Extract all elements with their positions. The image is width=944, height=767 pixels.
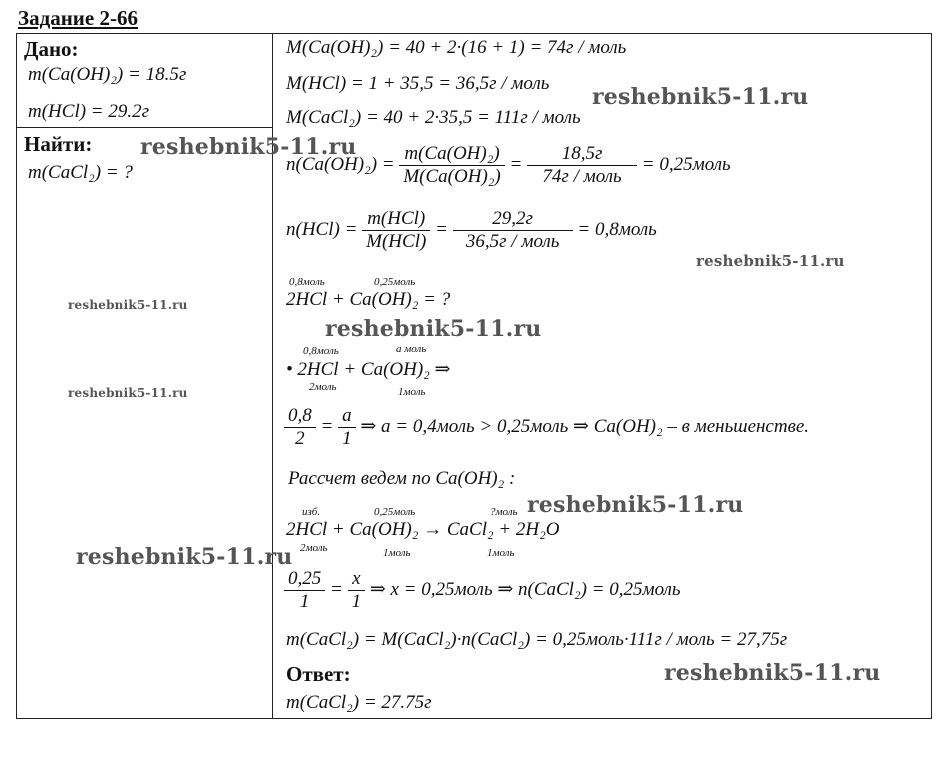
- molar-mass-hcl: M(HCl) = 1 + 35,5 = 36,5г / моль: [286, 73, 550, 94]
- reaction1: 2HCl + Ca(OH)₂ = ?: [286, 289, 451, 310]
- answer-value: m(CaCl₂) = 27.75г: [286, 692, 432, 713]
- reaction3-cacl2-coef: 1моль: [487, 547, 515, 559]
- fraction-denominator: M(HCl): [366, 231, 427, 252]
- fraction-denominator: 2: [295, 428, 305, 449]
- proportion-x: [284, 568, 681, 613]
- reaction2-hcl-moles: 0,8моль: [303, 345, 339, 357]
- reaction1-hcl-moles: 0,8моль: [289, 276, 325, 288]
- reaction3: 2HCl + Ca(OH)₂ → CaCl₂ + 2H₂O: [286, 519, 560, 540]
- given-mass-hcl: m(HCl) = 29.2г: [28, 101, 150, 122]
- fraction: [453, 208, 573, 253]
- fraction-denominator: 1: [342, 428, 352, 449]
- fraction-numerator: 29,2г: [453, 208, 573, 231]
- fraction: [348, 568, 366, 613]
- calculation-note: Рассчет ведем по Ca(OH)₂ :: [288, 468, 516, 489]
- final-mass-calculation: m(CaCl₂) = M(CaCl₂)·n(CaCl₂) = 0,25моль·111г / моль = 27,75г: [286, 629, 788, 650]
- watermark-text: reshebnik5-11.ru: [140, 134, 357, 160]
- given-mass-caoh2: m(Ca(OH)₂) = 18.5г: [28, 64, 187, 85]
- moles-hcl-label: n(HCl) =: [286, 218, 358, 240]
- fraction-numerator: 0,25: [284, 568, 325, 591]
- fraction-numerator: a: [338, 405, 356, 428]
- watermark-text: reshebnik5-11.ru: [68, 386, 188, 400]
- fraction-denominator: 74г / моль: [542, 166, 622, 187]
- moles-hcl-equation: [286, 208, 657, 253]
- reaction3-caoh2-coef: 1моль: [383, 547, 411, 559]
- fraction-numerator: x: [348, 568, 366, 591]
- find-mass-cacl2: m(CaCl₂) = ?: [28, 162, 133, 183]
- watermark-text: reshebnik5-11.ru: [325, 316, 542, 342]
- equals-sign: =: [330, 578, 343, 600]
- moles-caoh2-result: = 0,25моль: [641, 153, 731, 175]
- fraction-denominator: 36,5г / моль: [465, 231, 560, 252]
- reaction1-caoh2-moles: 0,25моль: [374, 276, 416, 288]
- reaction3-cacl2-moles: ?моль: [490, 506, 518, 518]
- answer-header: Ответ:: [286, 662, 351, 686]
- reaction2-caoh2-moles: a моль: [396, 343, 427, 355]
- given-find-divider: [16, 127, 273, 128]
- equals-sign: =: [509, 153, 523, 175]
- fraction-denominator: 1: [351, 591, 362, 612]
- fraction: [399, 143, 504, 188]
- watermark-text: reshebnik5-11.ru: [696, 252, 845, 270]
- fraction: [338, 405, 356, 450]
- fraction-numerator: m(Ca(OH)₂): [399, 143, 504, 166]
- reaction3-caoh2-moles: 0,25моль: [374, 506, 416, 518]
- task-title: Задание 2-66: [18, 6, 138, 30]
- equals-sign: =: [320, 415, 334, 437]
- reaction3-hcl-note: изб.: [302, 506, 321, 518]
- given-header: Дано:: [24, 37, 79, 61]
- fraction: [284, 568, 325, 613]
- moles-caoh2-label: n(Ca(OH)₂) =: [286, 153, 395, 175]
- proportion-excess-conclusion: ⇒ a = 0,4моль > 0,25моль ⇒ Ca(OH)₂ – в меньшенстве.: [360, 415, 810, 437]
- proportion-excess: [284, 405, 809, 450]
- watermark-text: reshebnik5-11.ru: [76, 544, 293, 570]
- watermark-text: reshebnik5-11.ru: [592, 84, 809, 110]
- find-header: Найти:: [24, 132, 93, 156]
- fraction-numerator: 18,5г: [527, 143, 637, 166]
- reaction3-hcl-coef: 2моль: [300, 542, 328, 554]
- proportion-x-conclusion: ⇒ x = 0,25моль ⇒ n(CaCl₂) = 0,25моль: [369, 578, 681, 600]
- reaction2-hcl-coef: 2моль: [309, 381, 337, 393]
- fraction: [527, 143, 637, 188]
- fraction: [284, 405, 316, 450]
- fraction-numerator: m(HCl): [362, 208, 430, 231]
- fraction-denominator: 1: [299, 591, 310, 612]
- molar-mass-cacl2: M(CaCl₂) = 40 + 2·35,5 = 111г / моль: [286, 107, 581, 128]
- fraction-denominator: M(Ca(OH)₂): [403, 166, 501, 187]
- molar-mass-caoh2: M(Ca(OH)₂) = 40 + 2·(16 + 1) = 74г / моль: [286, 37, 627, 58]
- watermark-text: reshebnik5-11.ru: [664, 660, 881, 686]
- moles-hcl-result: = 0,8моль: [577, 218, 657, 240]
- equals-sign: =: [435, 218, 448, 240]
- fraction: [362, 208, 430, 253]
- reaction2-caoh2-coef: 1моль: [398, 386, 426, 398]
- reaction2: • 2HCl + Ca(OH)₂ ⇒: [286, 359, 451, 380]
- watermark-text: reshebnik5-11.ru: [68, 298, 188, 312]
- watermark-text: reshebnik5-11.ru: [527, 492, 744, 518]
- fraction-numerator: 0,8: [284, 405, 316, 428]
